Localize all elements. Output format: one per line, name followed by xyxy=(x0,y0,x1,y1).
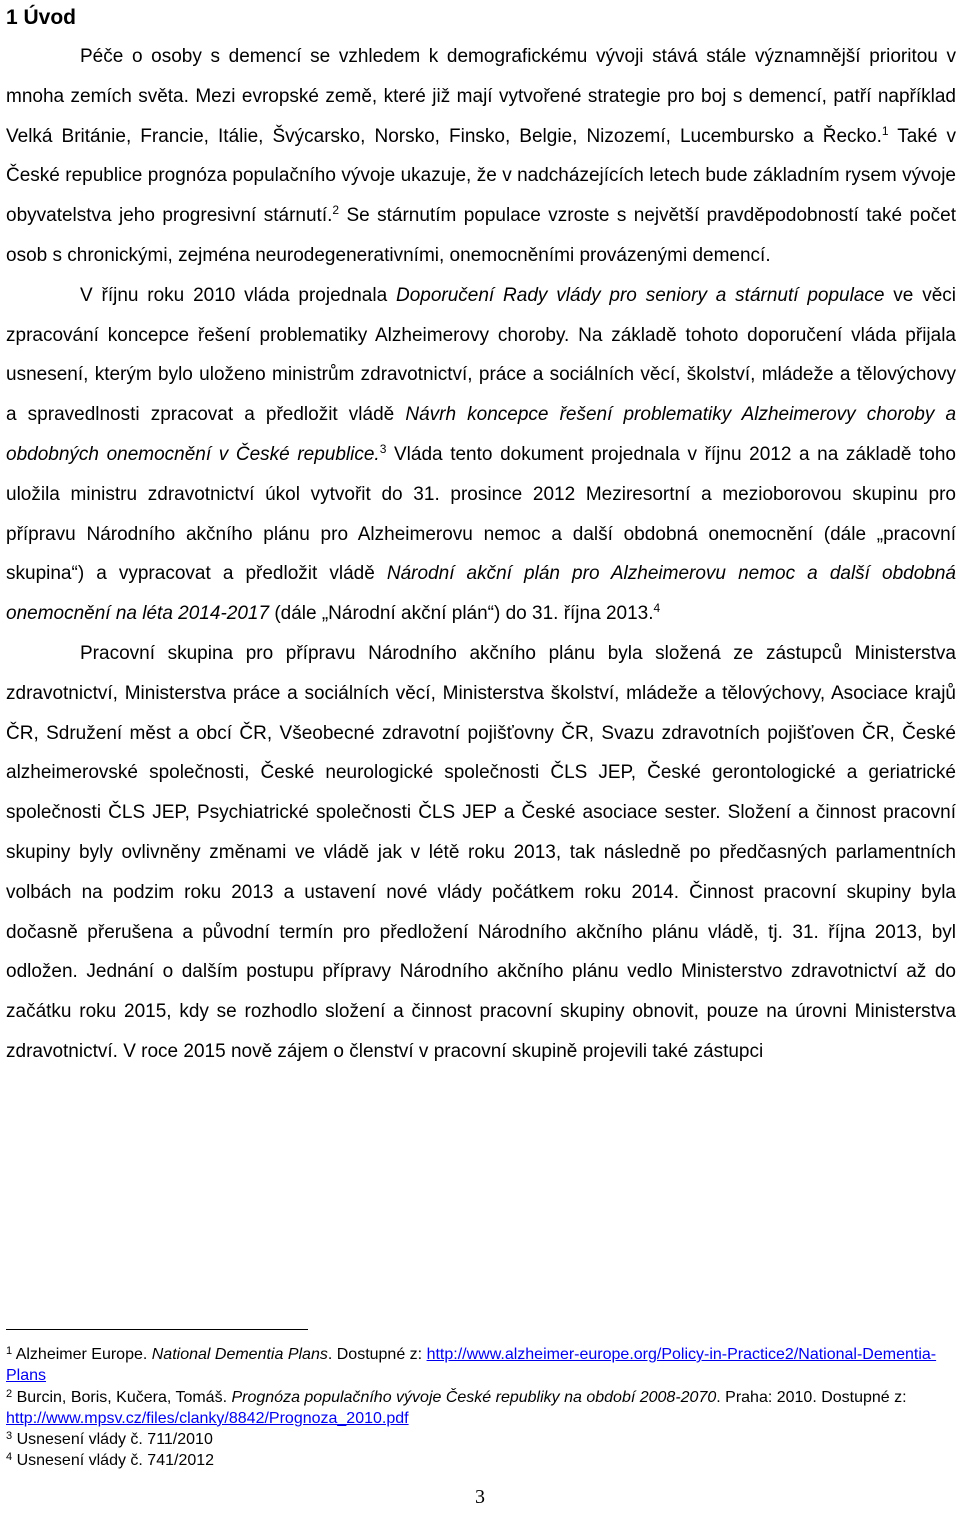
footnote-2-number: 2 xyxy=(6,1387,13,1400)
footnote-4-text: Usnesení vlády č. 741/2012 xyxy=(12,1452,215,1470)
paragraph-2-italic-c: Národní akční plán pro Alzheimerovu nemoc a další obdobná onemocnění na léta 2014-2017 xyxy=(6,563,957,625)
footnote-2-link[interactable]: http://www.mpsv.cz/files/clanky/8842/Prognoza_2010.pdf xyxy=(6,1409,409,1427)
footnote-ref-2[interactable]: 2 xyxy=(332,203,340,218)
footnote-1-text: Alzheimer Europe. xyxy=(12,1346,152,1363)
paragraph-2-text-d: (dále „Národní akční plán“) do 31. října 2013. xyxy=(269,603,654,625)
page-number: 3 xyxy=(475,1486,485,1508)
paragraph-1 xyxy=(6,37,956,276)
footnote-4 xyxy=(6,1450,956,1471)
paragraph-2-text-a: V říjnu roku 2010 vláda projednala xyxy=(80,284,396,306)
footnote-divider xyxy=(6,1329,308,1330)
footnote-2-text: Burcin, Boris, Kučera, Tomáš. xyxy=(12,1388,232,1406)
footnote-3-text: Usnesení vlády č. 711/2010 xyxy=(12,1431,213,1449)
footnote-1 xyxy=(6,1344,956,1387)
footnote-3 xyxy=(6,1429,956,1450)
footnote-ref-3[interactable]: 3 xyxy=(379,441,387,456)
footnotes xyxy=(6,1329,956,1472)
footnote-ref-1[interactable]: 1 xyxy=(881,123,889,138)
footnote-3-number: 3 xyxy=(6,1430,13,1443)
paragraph-3-text: Pracovní skupina pro přípravu Národního akčního plánu byla složená ze zástupců Ministerstva zdravotnictví, Ministerstva práce a sociálních věcí, Ministerstva školství, mládeže a tělovýchovy, Asociace krajů ČR, Sdružení měst a obcí ČR, Všeobecné zdravotní pojišťovny ČR, Svazu zdravotních pojišťoven ČR, České alzheimerovské společnosti, České neurologické společnosti ČLS JEP, České gerontologické a geriatrické společnosti ČLS JEP, Psychiatrické společnosti ČLS JEP a České asociace sester. Složení a činnost pracovní skupiny byly ovlivněny změnami ve vládě jak v létě roku 2013, tak následně po předčasných parlamentních volbách na podzim roku 2013 a ustavení nové vlády počátkem roku 2014. Činnost pracovní skupiny byla dočasně přerušena a původní termín pro předložení Národního akčního plánu vládě, tj. 31. října 2013, byl odložen. Jednání o dalším postupu přípravy Národního akčního plánu vedlo Ministerstvo zdravotnictví až do začátku roku 2015, kdy se rozhodlo složení a činnost pracovní skupiny obnovit, pouze na úrovni Ministerstva zdravotnictví. V roce 2015 nově zájem o členství v pracovní skupině projevili také zástupci xyxy=(6,642,956,1062)
footnote-1-text-b: . Dostupné z: xyxy=(327,1346,427,1363)
paragraph-2-text-c: Vláda tento dokument projednala v říjnu 2012 a na základě toho uložila ministru zdravotnictví úkol vytvořit do 31. prosince 2012 Meziresortní a mezioborovou skupinu pro přípravu Národního akčního plánu pro Alzheimerovu nemoc a další obdobná onemocnění (dále „pracovní skupina“) a vypracovat a předložit vládě xyxy=(6,443,956,585)
footnote-2-title: Prognóza populačního vývoje České republiky na období 2008-2070 xyxy=(231,1388,717,1406)
paragraph-2-italic-b: Návrh koncepce řešení problematiky Alzheimerovy choroby a obdobných onemocnění v České republice. xyxy=(6,404,957,465)
paragraph-3 xyxy=(6,634,956,1072)
footnote-1-link[interactable]: http://www.alzheimer-europe.org/Policy-in-Practice2/National-Dementia-Plans xyxy=(6,1346,937,1385)
footnote-2 xyxy=(6,1387,956,1430)
paragraph-1-text-c: Se stárnutím populace vzroste s největší pravděpodobností také počet osob s chronickými, zejména neurodegenerativními, onemocněními provázenými demencí. xyxy=(6,205,956,266)
paragraph-1-text-a: Péče o osoby s demencí se vzhledem k demografickému vývoji stává stále významnější prioritou v mnoha zemích světa. Mezi evropské země, které již mají vytvořené strategie pro boj s demencí, patří například Velká Británie, Francie, Itálie, Švýcarsko, Norsko, Finsko, Belgie, Nizozemí, Lucembursko a Řecko. xyxy=(6,46,956,147)
footnote-ref-4[interactable]: 4 xyxy=(653,601,661,616)
footnote-1-number: 1 xyxy=(6,1345,13,1357)
footnote-2-text-b: . Praha: 2010. Dostupné z: xyxy=(716,1388,907,1406)
section-heading: 1 Úvod xyxy=(6,6,77,29)
footnote-4-number: 4 xyxy=(6,1451,13,1464)
paragraph-2 xyxy=(6,276,956,634)
footnote-1-title: National Dementia Plans xyxy=(151,1346,328,1363)
paragraph-2-italic-a: Doporučení Rady vlády pro seniory a stárnutí populace xyxy=(395,284,885,306)
body-text xyxy=(6,37,956,1072)
paragraph-2-text-b: ve věci zpracování koncepce řešení problematiky Alzheimerovy choroby. Na základě tohoto doporučení vláda přijala usnesení, kterým bylo uloženo ministrům zdravotnictví, práce a sociálních věcí, školství, mládeže a tělovýchovy a spravedlnosti zpracovat a předložit vládě xyxy=(6,284,956,426)
paragraph-1-text-b: Také v České republice prognóza populačního vývoje ukazuje, že v nadcházejících letech bude základním rysem vývoje obyvatelstva jeho progresivní stárnutí. xyxy=(6,125,957,227)
